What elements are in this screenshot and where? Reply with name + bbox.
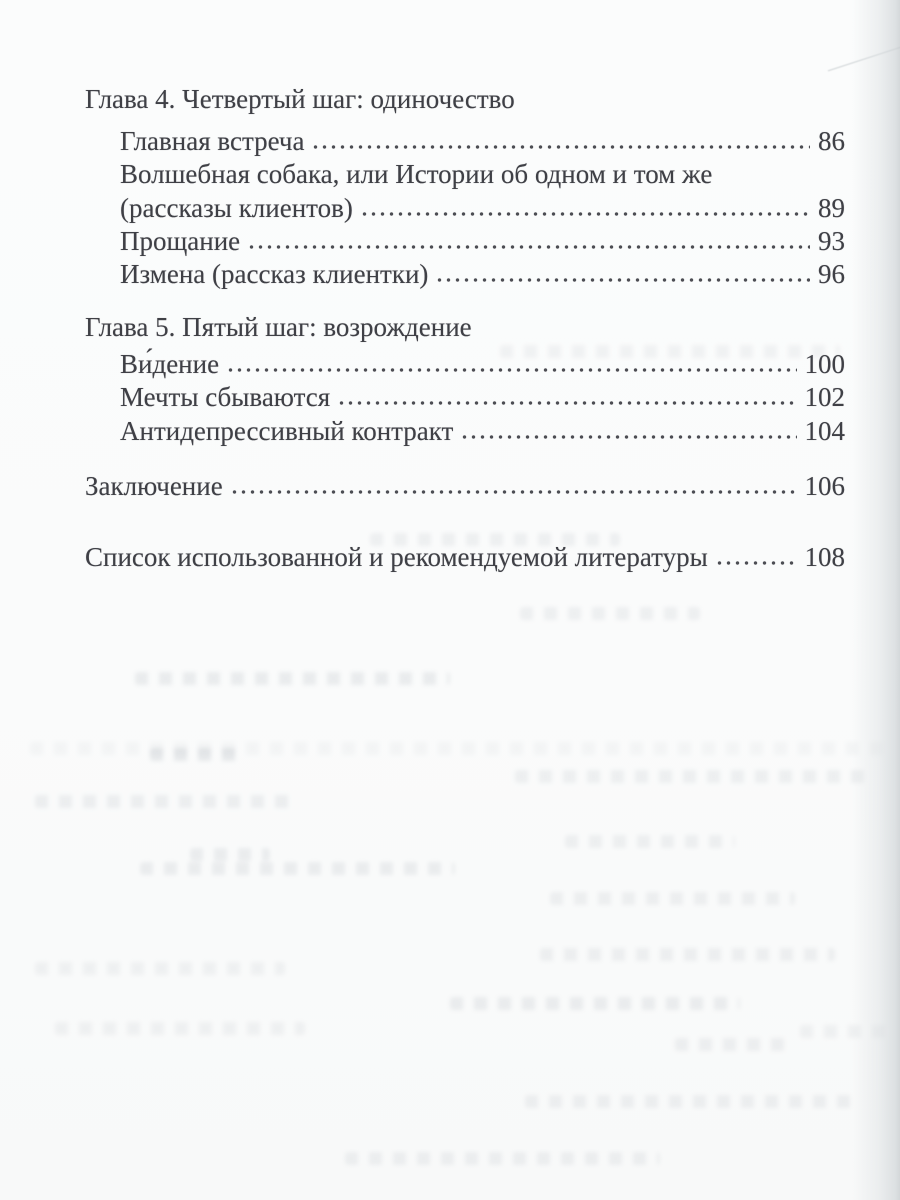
bleed-through-line	[515, 770, 870, 783]
toc-entry-page: 89	[818, 193, 845, 223]
chapter-heading-text: Глава 5. Пятый шаг: возрождение	[85, 312, 472, 342]
dot-leader	[435, 276, 810, 284]
dot-leader	[247, 243, 810, 251]
toc-entry-title: Заключение	[85, 471, 223, 501]
toc-entry	[85, 542, 845, 572]
toc-entry-title-line1: Волшебная собака, или Истории об одном и том же	[120, 159, 713, 189]
dot-leader	[715, 559, 797, 567]
toc-entry-title: Прощание	[120, 226, 241, 256]
bleed-through-line	[190, 848, 270, 861]
toc-entry-title: Измена (рассказ клиентки)	[120, 259, 429, 289]
bleed-through-line	[345, 1152, 660, 1165]
toc-entry	[85, 471, 845, 501]
bleed-through-line	[550, 892, 795, 905]
toc-entry	[120, 416, 845, 446]
dot-leader	[226, 366, 796, 374]
bleed-through-line	[675, 1038, 785, 1051]
bleed-through-line	[540, 948, 835, 961]
toc-entry-title: Главная встреча	[120, 126, 305, 156]
toc-entry-page: 96	[818, 259, 845, 289]
toc-entry-page: 100	[804, 349, 845, 379]
toc-entry-page: 106	[804, 471, 845, 501]
toc-entry	[120, 259, 845, 289]
dot-leader	[360, 210, 810, 218]
toc-entry-page: 104	[804, 416, 845, 446]
dot-leader	[230, 488, 797, 496]
toc-entry-title: Список использованной и рекомендуемой литературы	[85, 542, 708, 572]
chapter-heading	[85, 84, 845, 114]
dot-leader	[337, 399, 796, 407]
bleed-through-line	[525, 1095, 855, 1108]
bleed-through-line	[35, 795, 290, 808]
toc-entry-title: Ви́дение	[120, 349, 220, 379]
toc-entry	[120, 193, 845, 223]
bleed-through-line	[520, 607, 700, 620]
bleed-through-line	[55, 1022, 305, 1035]
bleed-through-line	[35, 962, 285, 975]
toc-entry-title-line2: (рассказы клиентов)	[120, 193, 353, 223]
toc-entry	[120, 349, 845, 379]
toc-entry-page: 93	[818, 226, 845, 256]
toc-entry	[120, 226, 845, 256]
bleed-through-line	[565, 835, 735, 848]
chapter-heading	[85, 312, 845, 342]
bleed-through-line	[135, 672, 450, 685]
bleed-through-line	[150, 748, 240, 761]
bleed-through-line	[140, 862, 455, 875]
dot-leader	[311, 143, 810, 151]
bleed-through-line	[800, 1025, 890, 1038]
bleed-through-line	[450, 997, 740, 1010]
toc-entry-wrap-line	[120, 159, 845, 189]
toc-entry	[120, 126, 845, 156]
toc-entry-page: 102	[804, 382, 845, 412]
toc-entry-title: Мечты сбываются	[120, 382, 331, 412]
toc-entry-page: 86	[818, 126, 845, 156]
bleed-through-line	[30, 742, 890, 755]
chapter-heading-text: Глава 4. Четвертый шаг: одиночество	[85, 84, 515, 114]
paper-crease	[828, 46, 900, 72]
toc-entry-page: 108	[804, 542, 845, 572]
toc-entry	[120, 382, 845, 412]
dot-leader	[460, 433, 796, 441]
toc-entry-title: Антидепрессивный контракт	[120, 416, 454, 446]
